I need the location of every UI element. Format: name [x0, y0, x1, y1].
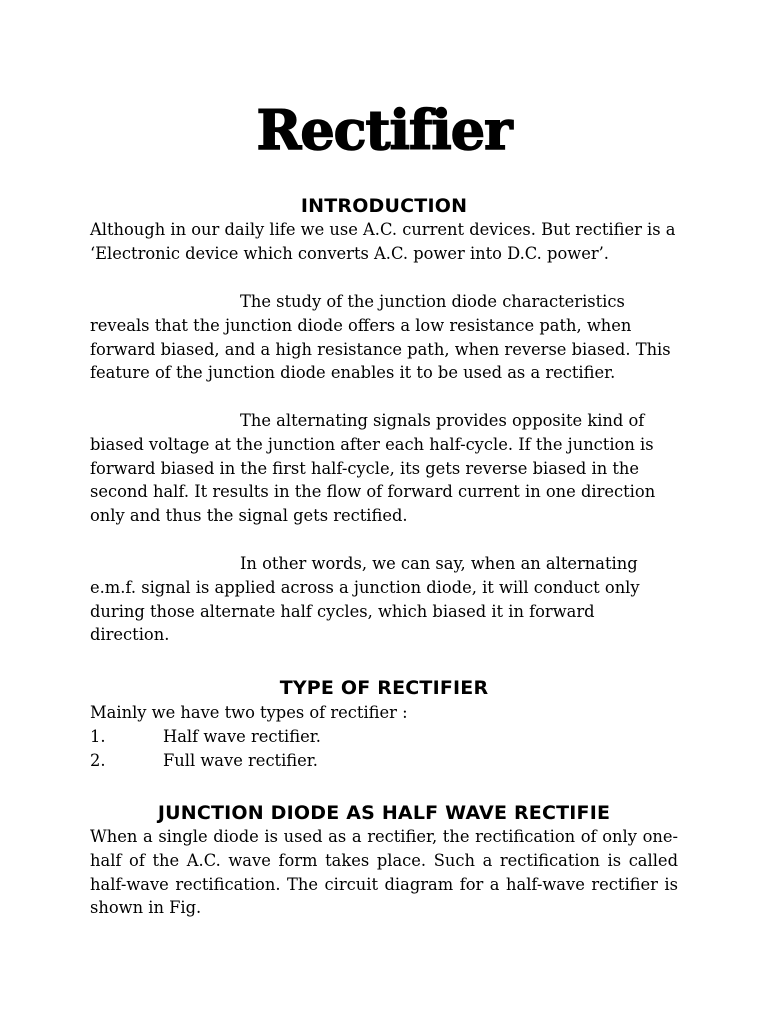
introduction-heading: INTRODUCTION: [300, 195, 468, 217]
list-item: [90, 749, 678, 773]
list-item-number: 2.: [90, 750, 106, 770]
intro-paragraph-3: The alternating signals provides opposite kind of biased voltage at the junction after each half-cycle. If the junction is forward biased in the first half-cycle, its gets reverse biased in the second half. It results in the flow of forward current in one direction only and thus the signal gets rectified.: [90, 411, 656, 526]
intro-paragraph-4: In other words, we can say, when an alternating e.m.f. signal is applied across a junction diode, it will conduct only during those alternate half cycles, which biased it in forward direction.: [90, 554, 640, 645]
list-item-number: 1.: [90, 726, 106, 746]
types-heading: TYPE OF RECTIFIER: [279, 677, 489, 699]
list-item: [90, 725, 678, 749]
types-intro: Mainly we have two types of rectifier :: [90, 703, 408, 722]
intro-paragraph-2: The study of the junction diode characteristics reveals that the junction diode offers a low resistance path, when forward biased, and a high resistance path, when reverse biased. This feature of the junction diode enables it to be used as a rectifier.: [90, 292, 671, 383]
list-item-text: Full wave rectifier.: [163, 750, 318, 770]
list-item-text: Half wave rectifier.: [163, 726, 321, 746]
intro-paragraph-1: Although in our daily life we use A.C. current devices. But rectifier is a ‘Electronic device which converts A.C. power into D.C. power’.: [90, 220, 676, 263]
half-wave-heading: JUNCTION DIODE AS HALF WAVE RECTIFIE: [157, 802, 611, 824]
types-list: [90, 701, 678, 772]
document-title: Rectifier: [256, 98, 512, 162]
half-wave-paragraph: When a single diode is used as a rectifier, the rectification of only one-half of the A.C. wave form takes place. Such a rectification is called half-wave rectification. The circuit diagram for a half-wave rectifier is shown in Fig.: [90, 827, 678, 918]
